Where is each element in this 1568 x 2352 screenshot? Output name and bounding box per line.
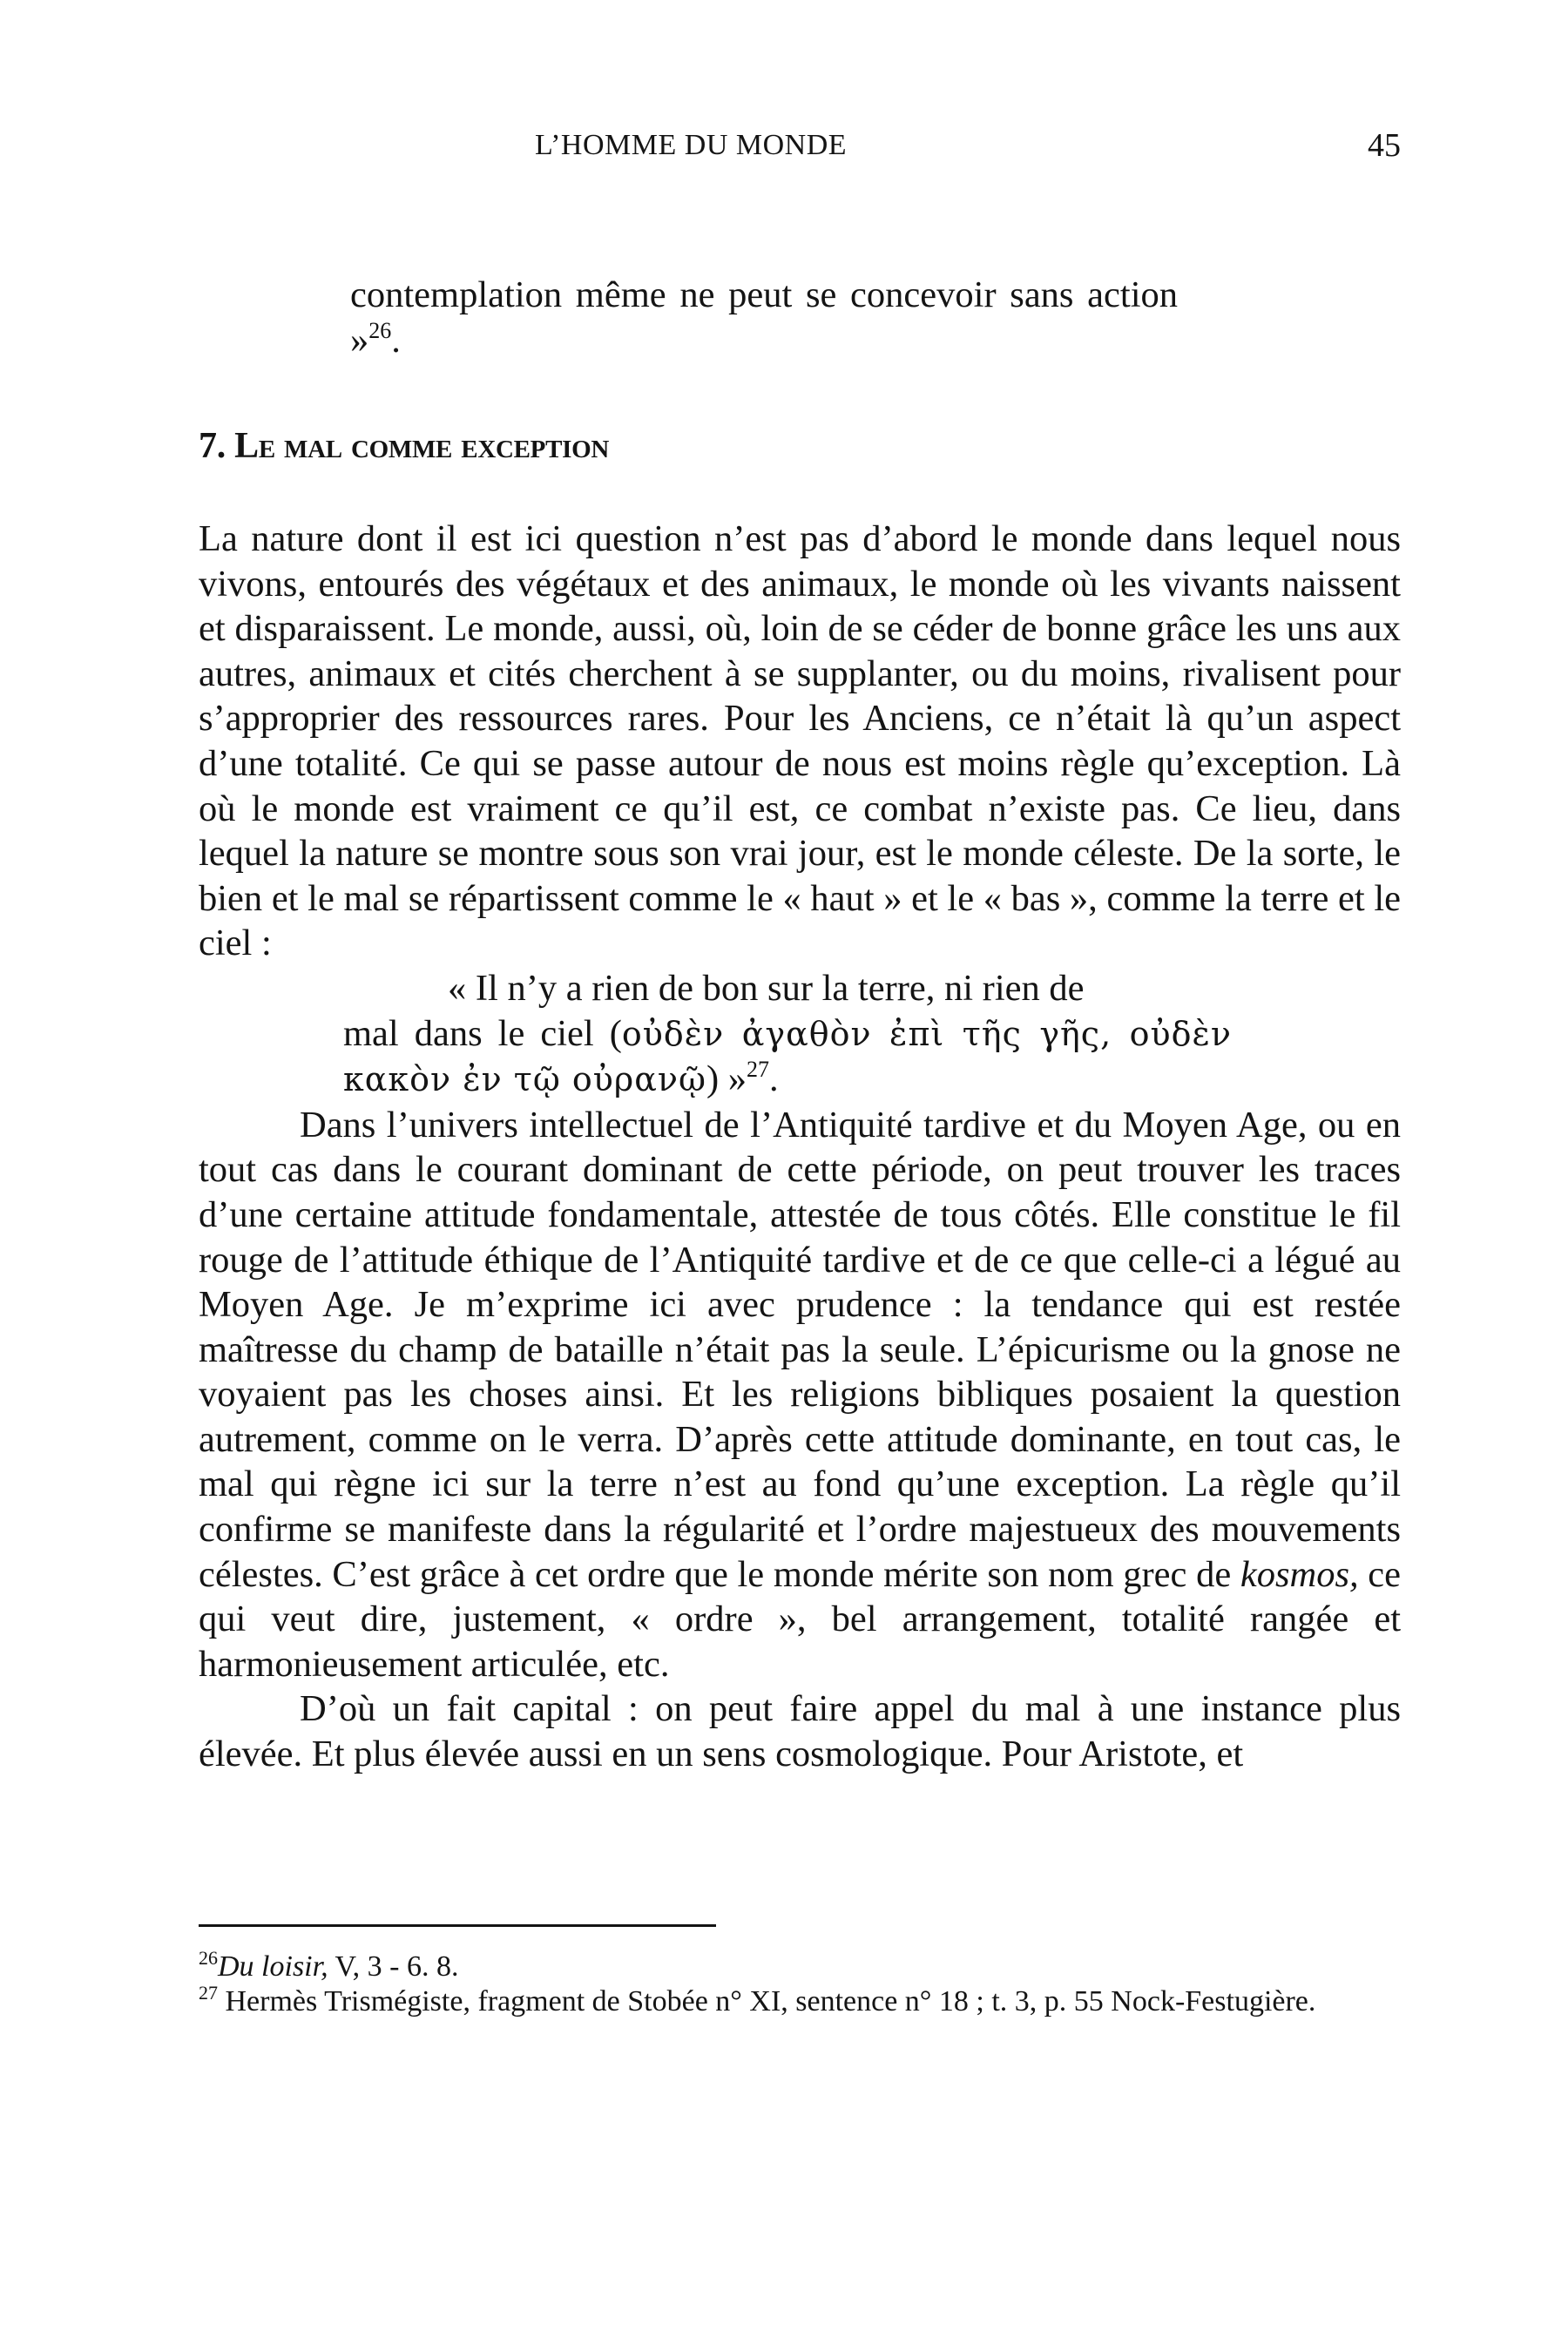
block-quote-end: . — [768, 1058, 779, 1100]
footnote-ref-27: 27 — [746, 1057, 769, 1083]
footnote-27 — [199, 1984, 1401, 2019]
running-title: L’HOMME DU MONDE — [534, 129, 848, 161]
section-heading: 7. Le mal comme exception — [199, 426, 610, 466]
footnote-26 — [199, 1947, 1401, 1984]
carryover-quote-end: . — [391, 319, 401, 361]
footnote-ref-26: 26 — [368, 317, 392, 343]
paragraph-3: D’où un fait capital : on peut faire appel du mal à une instance plus élevée. Et plus élevée aussi en un sens cosmologique. Pour Aristote, et — [199, 1688, 1401, 1775]
block-quote-line-1: « Il n’y a rien de bon sur la terre, ni rien de — [448, 967, 1085, 1009]
footnotes — [199, 1947, 1401, 2019]
footnote-number: 27 — [199, 1982, 218, 2004]
carryover-quote-text: contemplation même ne peut se concevoir sans action » — [350, 274, 1178, 361]
footnote-number: 26 — [199, 1947, 218, 1969]
running-head — [199, 124, 1401, 167]
paragraph-2-text: Dans l’univers intellectuel de l’Antiquité tardive et du Moyen Age, ou en tout cas dans le courant dominant de cette période, on peut trouver les traces d’une certaine attitude fondamentale, attestée de tous côtés. Elle constitue le fil rouge de l’attitude éthique de l’Antiquité tardive et de ce que celle-ci a légué au Moyen Age. Je m’exprime ici avec prudence : la tendance qui est restée maîtresse du champ de bataille n’était pas la seule. L’épicurisme ou la gnose ne voyaient pas les choses ainsi. Et les religions bibliques posaient la question autrement, comme on le verra. D’après cette attitude dominante, en tout cas, le mal qui règne ici sur la terre n’est au fond qu’une exception. La règle qu’il confirme se manifeste dans la régularité et l’ordre majestueux des mouvements célestes. C’est grâce à cet ordre que le monde mérite son nom grec de — [199, 1104, 1401, 1595]
body-text — [199, 517, 1401, 1777]
footnote-divider — [199, 1924, 716, 1927]
block-quote-text: mal dans le ciel ( — [343, 1012, 622, 1054]
footnote-text: Hermès Trismégiste, fragment de Stobée n° XI, sentence n° 18 ; t. 3, p. 55 Nock-Festugière. — [218, 1985, 1316, 2017]
paragraph-2 — [199, 1103, 1401, 1687]
carryover-quote — [350, 273, 1178, 362]
block-quote-close: ) » — [706, 1058, 747, 1100]
kosmos-term: kosmos, — [1240, 1553, 1359, 1595]
block-quote — [343, 966, 1232, 1103]
greek-quotation: οὐδὲν ἀγαθὸν ἐπὶ τῆς γῆς, οὐδὲν κακὸν ἐν τῷ οὐρανῷ — [343, 1014, 1232, 1099]
paragraph-2-end: ce qui veut dire, justement, « ordre », bel arrangement, totalité rangée et harmonieusement articulée, etc. — [199, 1553, 1401, 1685]
paragraph-1: La nature dont il est ici question n’est pas d’abord le monde dans lequel nous vivons, entourés des végétaux et des animaux, le monde où les vivants naissent et disparaissent. Le monde, aussi, où, loin de se céder de bonne grâce les uns aux autres, animaux et cités cherchent à se supplanter, ou du moins, rivalisent pour s’approprier des ressources rares. Pour les Anciens, ce n’était là qu’un aspect d’une totalité. Ce qui se passe autour de nous est moins règle qu’exception. Là où le monde est vraiment ce qu’il est, ce combat n’existe pas. Ce lieu, dans lequel la nature se montre sous son vrai jour, est le monde céleste. De la sorte, le bien et le mal se répartissent comme le « haut » et le « bas », comme la terre et le ciel : — [199, 518, 1401, 964]
footnote-title: Du loisir, — [218, 1950, 328, 1983]
footnote-text: V, 3 - 6. 8. — [328, 1950, 459, 1983]
page-number: 45 — [1368, 127, 1401, 164]
